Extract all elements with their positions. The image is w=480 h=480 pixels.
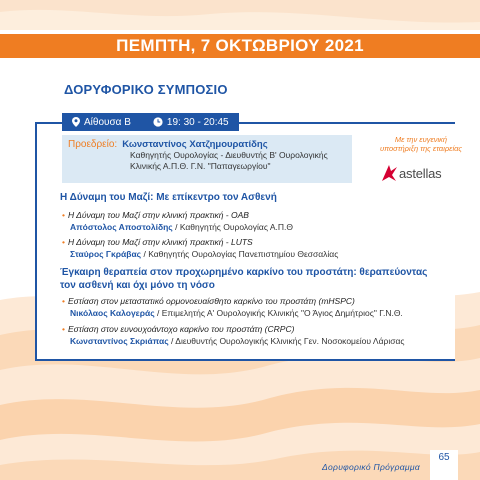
speaker-line: Νικόλαος Καλογεράς / Επιμελητής Α' Ουρολογικής Κλινικής "Ο Άγιος Δημήτριος" Γ.Ν.Θ. — [70, 308, 403, 318]
talk-3 — [62, 295, 452, 319]
speaker-name: Σταύρος Γκράβας — [70, 249, 142, 259]
speaker-line: Απόστολος Αποστολίδης / Καθηγητής Ουρολογίας Α.Π.Θ — [70, 222, 293, 232]
topic-2-title-line-2: τον ασθενή και όχι μόνο τη νόσο — [60, 280, 215, 291]
room-info — [72, 117, 131, 128]
speaker-affiliation: Επιμελητής Α' Ουρολογικής Κλινικής "Ο Άγιος Δημήτριος" Γ.Ν.Θ. — [161, 308, 403, 318]
talk-title-text: Η Δύναμη του Μαζί στην κλινική πρακτική - LUTS — [67, 237, 253, 247]
chair-desc-line-2: Κλινικής Α.Π.Θ. Γ.Ν. "Παπαγεωργίου" — [130, 161, 271, 171]
session-info-bar — [62, 113, 239, 131]
chair-desc-line-1: Καθηγητής Ουρολογίας - Διευθυντής Β' Ουρολογικής — [130, 150, 328, 160]
logo-text: astellas — [399, 165, 442, 181]
speaker-name: Απόστολος Αποστολίδης — [70, 222, 173, 232]
sponsor-logo — [380, 162, 450, 184]
talk-1 — [62, 209, 452, 233]
bullet-icon: • — [62, 296, 65, 306]
talk-title — [62, 236, 452, 248]
clock-icon — [153, 117, 163, 127]
date-header — [0, 34, 480, 58]
speaker-affiliation: Διευθυντής Ουρολογικής Κλινικής Γεν. Νοσοκομείου Λάρισας — [175, 336, 405, 346]
bullet-icon: • — [62, 324, 65, 334]
talk-title-text: Εστίαση στον ευνουχοάντοχο καρκίνο του προστάτη (CRPC) — [67, 324, 295, 334]
speaker-line: Σταύρος Γκράβας / Καθηγητής Ουρολογίας Πανεπιστημίου Θεσσαλίας — [70, 249, 339, 259]
time-label: 19: 30 - 20:45 — [166, 116, 229, 128]
talk-2 — [62, 236, 452, 260]
chair-name: Κωνσταντίνος Χατζημουρατίδης — [122, 139, 268, 150]
talk-title — [62, 209, 452, 221]
bullet-icon: • — [62, 210, 65, 220]
session-frame-bottom — [35, 359, 455, 361]
sponsor-note-line-2: υποστήριξη της εταιρείας — [379, 144, 463, 153]
speaker-name: Νικόλαος Καλογεράς — [70, 308, 155, 318]
date-title: ΠΕΜΠΤΗ, 7 ΟΚΤΩΒΡΙΟΥ 2021 — [116, 36, 364, 55]
talk-title — [62, 295, 452, 307]
page-number: 65 — [430, 450, 458, 480]
talk-title-text: Η Δύναμη του Μαζί στην κλινική πρακτική - OAB — [67, 210, 249, 220]
speaker-affiliation: Καθηγητής Ουρολογίας Πανεπιστημίου Θεσσαλίας — [148, 249, 339, 259]
sponsor-note — [376, 135, 466, 153]
section-title: ΔΟΡΥΦΟΡΙΚΟ ΣΥΜΠΟΣΙΟ — [64, 82, 228, 97]
room-label: Αίθουσα Β — [84, 116, 131, 128]
speaker-affiliation: Καθηγητής Ουρολογίας Α.Π.Θ — [179, 222, 293, 232]
talk-title — [62, 323, 452, 335]
sponsor-note-line-1: Με την ευγενική — [394, 135, 448, 144]
speaker-name: Κωνσταντίνος Σκριάπας — [70, 336, 169, 346]
topic-2-title — [60, 266, 450, 292]
topic-1-title: Η Δύναμη του Μαζί: Με επίκεντρο τον Ασθενή — [60, 192, 277, 203]
location-pin-icon — [72, 117, 80, 127]
astellas-logo-icon — [380, 163, 398, 183]
footer-label: Δορυφορικό Πρόγραμμα — [322, 462, 420, 472]
speaker-line: Κωνσταντίνος Σκριάπας / Διευθυντής Ουρολογικής Κλινικής Γεν. Νοσοκομείου Λάρισας — [70, 336, 405, 346]
talk-title-text: Εστίαση στον μεταστατικό ορμονοευαίσθητο καρκίνο του προστάτη (mHSPC) — [67, 296, 355, 306]
time-info — [153, 117, 229, 128]
chair-panel — [62, 135, 352, 183]
bullet-icon: • — [62, 237, 65, 247]
chair-role: Προεδρείο: — [68, 139, 118, 150]
talk-4 — [62, 323, 452, 347]
topic-2-title-line-1: Έγκαιρη θεραπεία στον προχωρημένο καρκίνο του προστάτη: θεραπεύοντας — [60, 267, 428, 278]
